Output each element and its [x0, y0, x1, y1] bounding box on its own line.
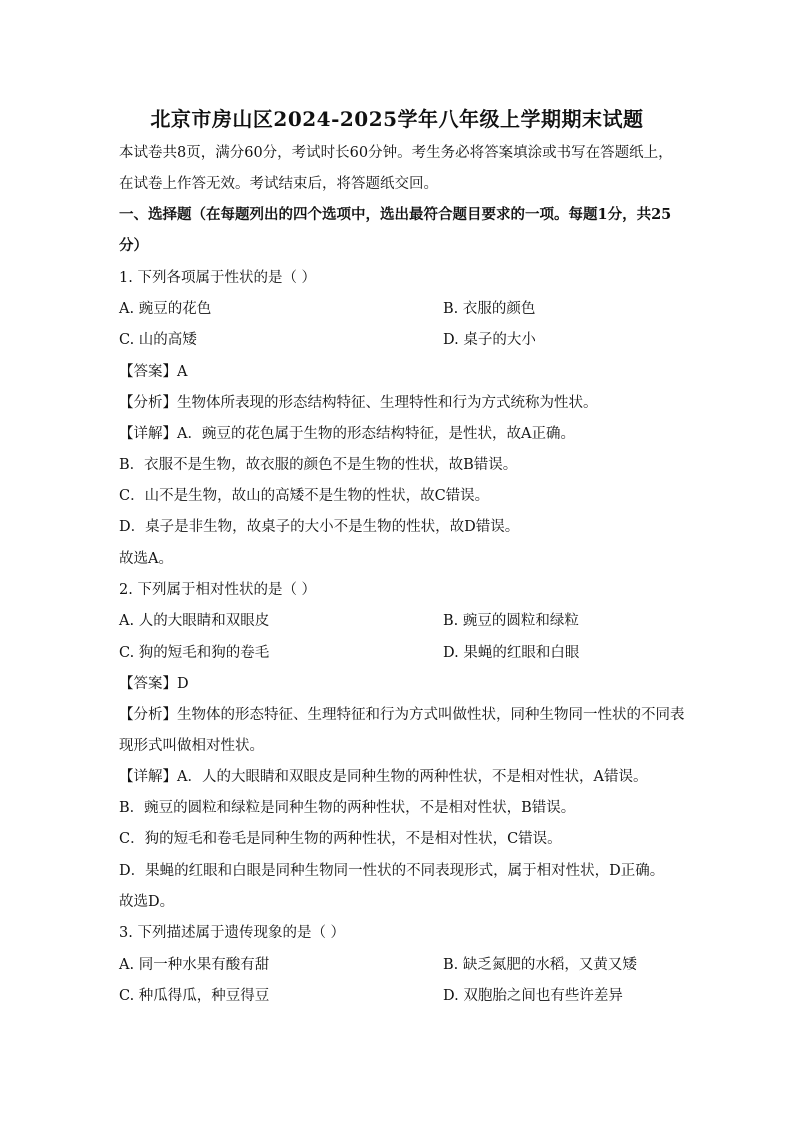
question-1-analysis: 【分析】生物体所表现的形态结构特征、生理特性和行为方式统称为性状。 — [119, 395, 598, 411]
question-1-option-c: C. 山的高矮 — [119, 332, 197, 348]
question-2-option-b: B. 豌豆的圆粒和绿粒 — [443, 613, 579, 629]
section-heading-line-1: 一、选择题（在每题列出的四个选项中，选出最符合题目要求的一项。每题1分，共25 — [119, 206, 672, 223]
question-3-option-c: C. 种瓜得瓜，种豆得豆 — [119, 988, 270, 1004]
question-2-detail-b: B．豌豆的圆粒和绿粒是同种生物的两种性状，不是相对性状，B错误。 — [119, 800, 576, 816]
question-3-option-b: B. 缺乏氮肥的水稻，又黄又矮 — [443, 957, 637, 973]
question-1-conclusion: 故选A。 — [119, 551, 173, 567]
question-1-option-a: A. 豌豆的花色 — [119, 301, 212, 317]
question-2-answer: 【答案】D — [119, 676, 189, 692]
question-1-detail-d: D．桌子是非生物，故桌子的大小不是生物的性状，故D错误。 — [119, 519, 520, 535]
question-3-option-d: D. 双胞胎之间也有些许差异 — [443, 988, 623, 1004]
question-1-option-d: D. 桌子的大小 — [443, 332, 536, 348]
question-2-analysis-line-2: 现形式叫做相对性状。 — [119, 738, 264, 754]
question-2-detail-a: 【详解】A．人的大眼睛和双眼皮是同种生物的两种性状，不是相对性状，A错误。 — [119, 769, 648, 785]
question-2-option-a: A. 人的大眼睛和双眼皮 — [119, 613, 270, 629]
question-1-detail-b: B．衣服不是生物，故衣服的颜色不是生物的性状，故B错误。 — [119, 457, 518, 473]
question-2-analysis-line-1: 【分析】生物体的形态特征、生理特征和行为方式叫做性状，同种生物同一性状的不同表 — [119, 707, 685, 723]
question-2-option-d: D. 果蝇的红眼和白眼 — [443, 645, 580, 661]
question-1-detail-a: 【详解】A．豌豆的花色属于生物的形态结构特征，是性状，故A正确。 — [119, 426, 575, 442]
question-2-conclusion: 故选D。 — [119, 894, 175, 910]
question-1-stem: 1. 下列各项属于性状的是（ ） — [119, 270, 317, 286]
question-1-answer: 【答案】A — [119, 364, 188, 380]
question-3-stem: 3. 下列描述属于遗传现象的是（ ） — [119, 925, 346, 941]
question-3-option-a: A. 同一种水果有酸有甜 — [119, 957, 270, 973]
question-1-detail-c: C．山不是生物，故山的高矮不是生物的性状，故C错误。 — [119, 488, 490, 504]
section-heading-line-2: 分） — [119, 237, 148, 254]
intro-line-2: 在试卷上作答无效。考试结束后，将答题纸交回。 — [119, 176, 438, 192]
question-2-stem: 2. 下列属于相对性状的是（ ） — [119, 582, 317, 598]
question-2-option-c: C. 狗的短毛和狗的卷毛 — [119, 645, 270, 661]
page-title: 北京市房山区2024-2025学年八年级上学期期末试题 — [150, 107, 644, 131]
question-1-option-b: B. 衣服的颜色 — [443, 301, 536, 317]
question-2-detail-c: C．狗的短毛和卷毛是同种生物的两种性状，不是相对性状，C错误。 — [119, 831, 562, 847]
question-2-detail-d: D．果蝇的红眼和白眼是同种生物同一性状的不同表现形式，属于相对性状，D正确。 — [119, 863, 665, 879]
intro-line-1: 本试卷共8页，满分60分，考试时长60分钟。考生务必将答案填涂或书写在答题纸上， — [119, 145, 673, 161]
